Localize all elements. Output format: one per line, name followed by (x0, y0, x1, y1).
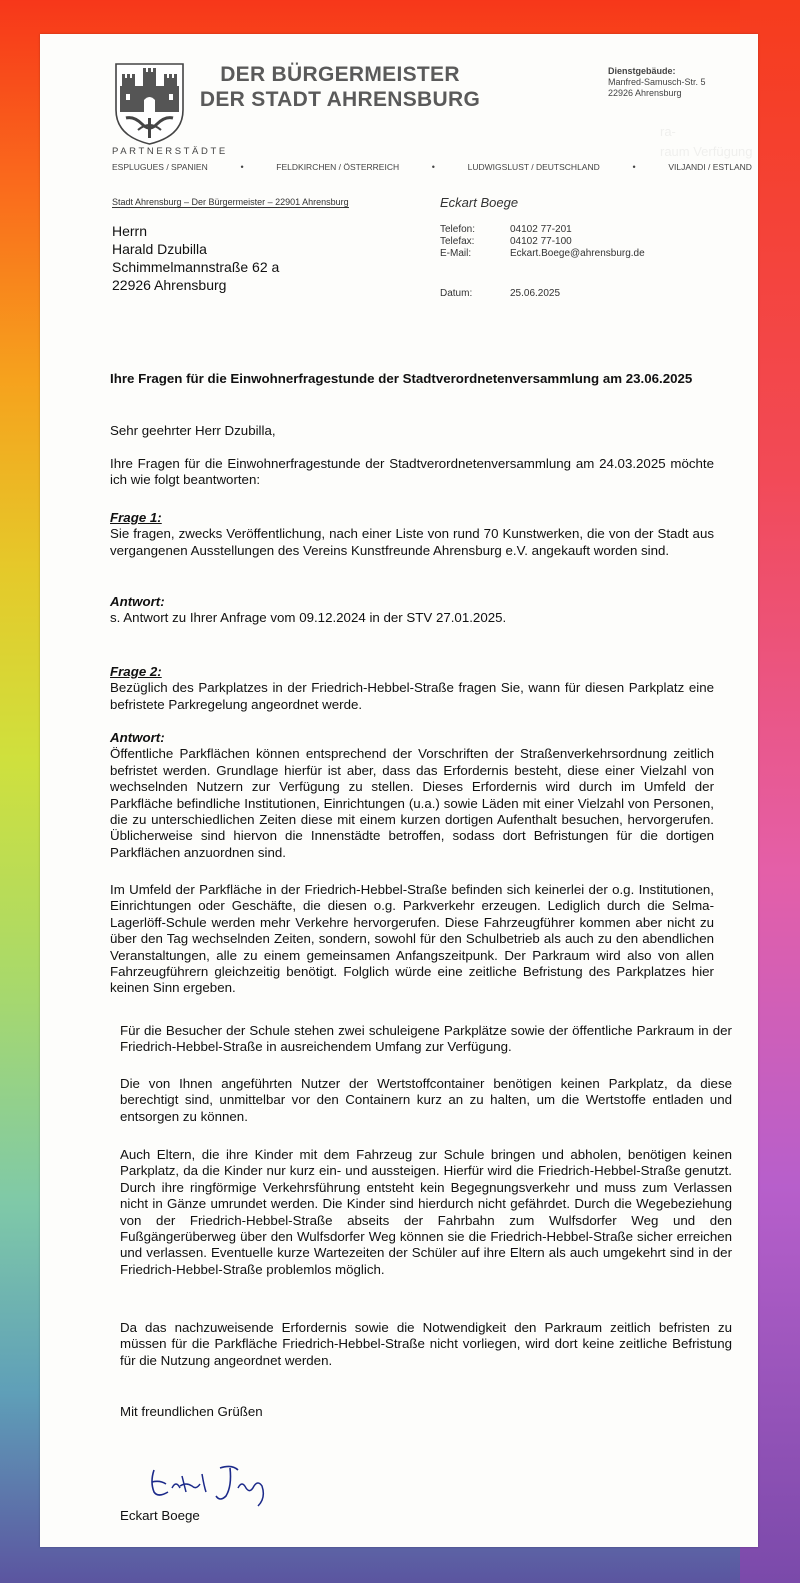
separator-dot: • (431, 162, 435, 172)
closing-greeting: Mit freundlichen Grüßen (120, 1404, 263, 1419)
office-city: 22926 Ahrensburg (608, 88, 682, 98)
answer-1 (110, 594, 714, 627)
contact-details (440, 224, 645, 260)
city-crest-logo (112, 62, 187, 146)
answer-paragraph: Auch Eltern, die ihre Kinder mit dem Fahrzeug zur Schule bringen und abholen, benötigen keinen Parkplatz, da die Kinder nur kurz ein- und aussteigen. Hierfür wird die Friedrich-Hebbel-Straße genutzt. Durch ihre ringförmige Verkehrsführung entsteht kein Begegnungsverkehr und muss zum Verlassen nicht in Gänze umrundet werden. Die Kinder sind hierdurch nicht gefährdet. Durch die Wegebeziehung von der Friedrich-Hebbel-Straße abseits der Fahrbahn zum Wulfsdorfer Weg und den Fußgängerüberweg über den Wulfsdorfer Weg können sie die Friedrich-Hebbel-Straße sicher erreichen und verlassen. Eventuelle kurze Wartezeiten der Schüler auf ihre Eltern als auch umgekehrt sind in der Friedrich-Hebbel-Straße problemlos möglich. (120, 1147, 732, 1277)
handwritten-signature (146, 1462, 281, 1510)
recipient-address (112, 222, 279, 294)
letter-subject: Ihre Fragen für die Einwohnerfragestunde der Stadtverordnetenversammlung am 23.06.2025 (110, 371, 693, 386)
partner-cities-list (112, 162, 752, 172)
mayor-title (190, 62, 490, 112)
question-1 (110, 510, 714, 559)
separator-dot: • (240, 162, 244, 172)
title-line-1: DER BÜRGERMEISTER (220, 63, 460, 86)
recipient-salutation: Herrn (112, 223, 148, 239)
phone-label: Telefon: (440, 224, 476, 235)
signer-name: Eckart Boege (120, 1508, 200, 1523)
phone-value: 04102 77-201 (510, 224, 572, 235)
partner-city: LUDWIGSLUST / DEUTSCHLAND (467, 162, 600, 172)
answer-2-text: Öffentliche Parkflächen können entsprechend der Vorschriften der Straßenverkehrsordnung zeitlich befristet werden. Grundlage hierfür ist aber, dass das Erfordernis besteht, diese einer Vielzahl von wechselnden Nutzern zur Verfügung zu stellen. Dieses Erfordernis wird durch im Umfeld der Parkfläche befindliche Institutionen, Einrichtungen (u.a.) sowie Läden mit einer Vielzahl von Personen, die zu unterschiedlichen Zeiten diese mit einem kurzen dortigen Aufenthalt besuchen, hervorgerufen. Üblicherweise sind hiervon die Innenstädte betroffen, sodass dort Befristungen für die dortigen Parkflächen anzuordnen sind. (110, 746, 714, 860)
question-2 (110, 664, 714, 713)
recipient-city: 22926 Ahrensburg (112, 277, 227, 293)
fax-value: 04102 77-100 (510, 236, 572, 247)
answer-paragraph: Die von Ihnen angeführten Nutzer der Wertstoffcontainer benötigen keinen Parkplatz, da diese berechtigt sind, unmittelbar vor den Containern kurz an zu halten, um die Wertstoffe entladen und entsorgen zu können. (120, 1076, 732, 1124)
partner-cities-title: PARTNERSTÄDTE (112, 146, 228, 157)
answer-paragraph: Im Umfeld der Parkfläche in der Friedrich-Hebbel-Straße befinden sich keinerlei der o.g. Institutionen, Einrichtungen oder Geschäfte, die diesen o.g. Parkverkehr erzeugen. Lediglich durch die Selma-Lagerlöff-Schule werden mehr Verkehre hervorgerufen. Diese Fahrzeugführer kommen aber nicht zu über den Tag wechselnden Zeiten, sondern, sowohl für den Schulbetrieb als auch zu den abendlichen Veranstaltungen, alle zu einem gemeinsamen Anfangszeitpunk. Der Parkraum wird also von allen Fahrzeugführern gleichzeitig benötigt. Folglich würde eine zeitliche Befristung des Parkplatzes hier keinen Sinn ergeben. (110, 882, 714, 996)
answer-paragraph: Für die Besucher der Schule stehen zwei schuleigene Parkplätze sowie der öffentliche Parkraum in der Friedrich-Hebbel-Straße in ausreichendem Umfang zur Verfügung. (120, 1023, 732, 1055)
office-address (608, 66, 748, 99)
answer-1-heading: Antwort: (110, 594, 165, 609)
recipient-street: Schimmelmannstraße 62 a (112, 259, 280, 275)
partner-city: FELDKIRCHEN / ÖSTERREICH (276, 162, 400, 172)
recipient-name: Harald Dzubilla (112, 241, 207, 257)
letter-intro: Ihre Fragen für die Einwohnerfragestunde der Stadtverordnetenversammlung am 24.03.2025 möchte ich wie folgt beantworten: (110, 456, 714, 488)
sender-return-address: Stadt Ahrensburg – Der Bürgermeister – 22901 Ahrensburg (112, 197, 349, 207)
answer-1-text: s. Antwort zu Ihrer Anfrage vom 09.12.2024 in der STV 27.01.2025. (110, 610, 507, 626)
answer-paragraph: Da das nachzuweisende Erfordernis sowie die Notwendigkeit den Parkraum zeitlich befristen zu müssen für die Parkfläche Friedrich-Hebbel-Straße nicht vorliegen, wird dort keine zeitliche Befristung für die Nutzung angeordnet werden. (120, 1320, 732, 1368)
fax-label: Telefax: (440, 236, 475, 247)
answer-2-heading: Antwort: (110, 730, 165, 745)
question-2-heading: Frage 2: (110, 664, 162, 679)
letter-date (440, 288, 560, 299)
show-through-text: ra- raum Verfügung (660, 124, 753, 159)
letter-salutation: Sehr geehrter Herr Dzubilla, (110, 423, 276, 438)
question-2-text: Bezüglich des Parkplatzes in der Friedrich-Hebbel-Straße fragen Sie, wann für diesen Parkplatz eine befristete Parkregelung angeordnet werde. (110, 680, 714, 712)
partner-city: ESPLUGUES / SPANIEN (112, 162, 208, 172)
contact-person: Eckart Boege (440, 195, 519, 210)
office-label: Dienstgebäude: (608, 66, 676, 76)
separator-dot: • (632, 162, 636, 172)
email-label: E-Mail: (440, 248, 472, 259)
email-value: Eckart.Boege@ahrensburg.de (510, 248, 645, 259)
letter-page (40, 34, 758, 1547)
partner-city: VILJANDI / ESTLAND (668, 162, 752, 172)
question-1-heading: Frage 1: (110, 510, 162, 525)
office-street: Manfred-Samusch-Str. 5 (608, 77, 706, 87)
date-value: 25.06.2025 (510, 288, 561, 299)
answer-2 (110, 730, 714, 861)
question-1-text: Sie fragen, zwecks Veröffentlichung, nach einer Liste von rund 70 Kunstwerken, die von der Stadt aus vergangenen Ausstellungen des Vereins Kunstfreunde Ahrensburg e.V. angekauft worden sind. (110, 526, 714, 558)
date-label: Datum: (440, 288, 473, 299)
title-line-2: DER STADT AHRENSBURG (199, 88, 481, 111)
